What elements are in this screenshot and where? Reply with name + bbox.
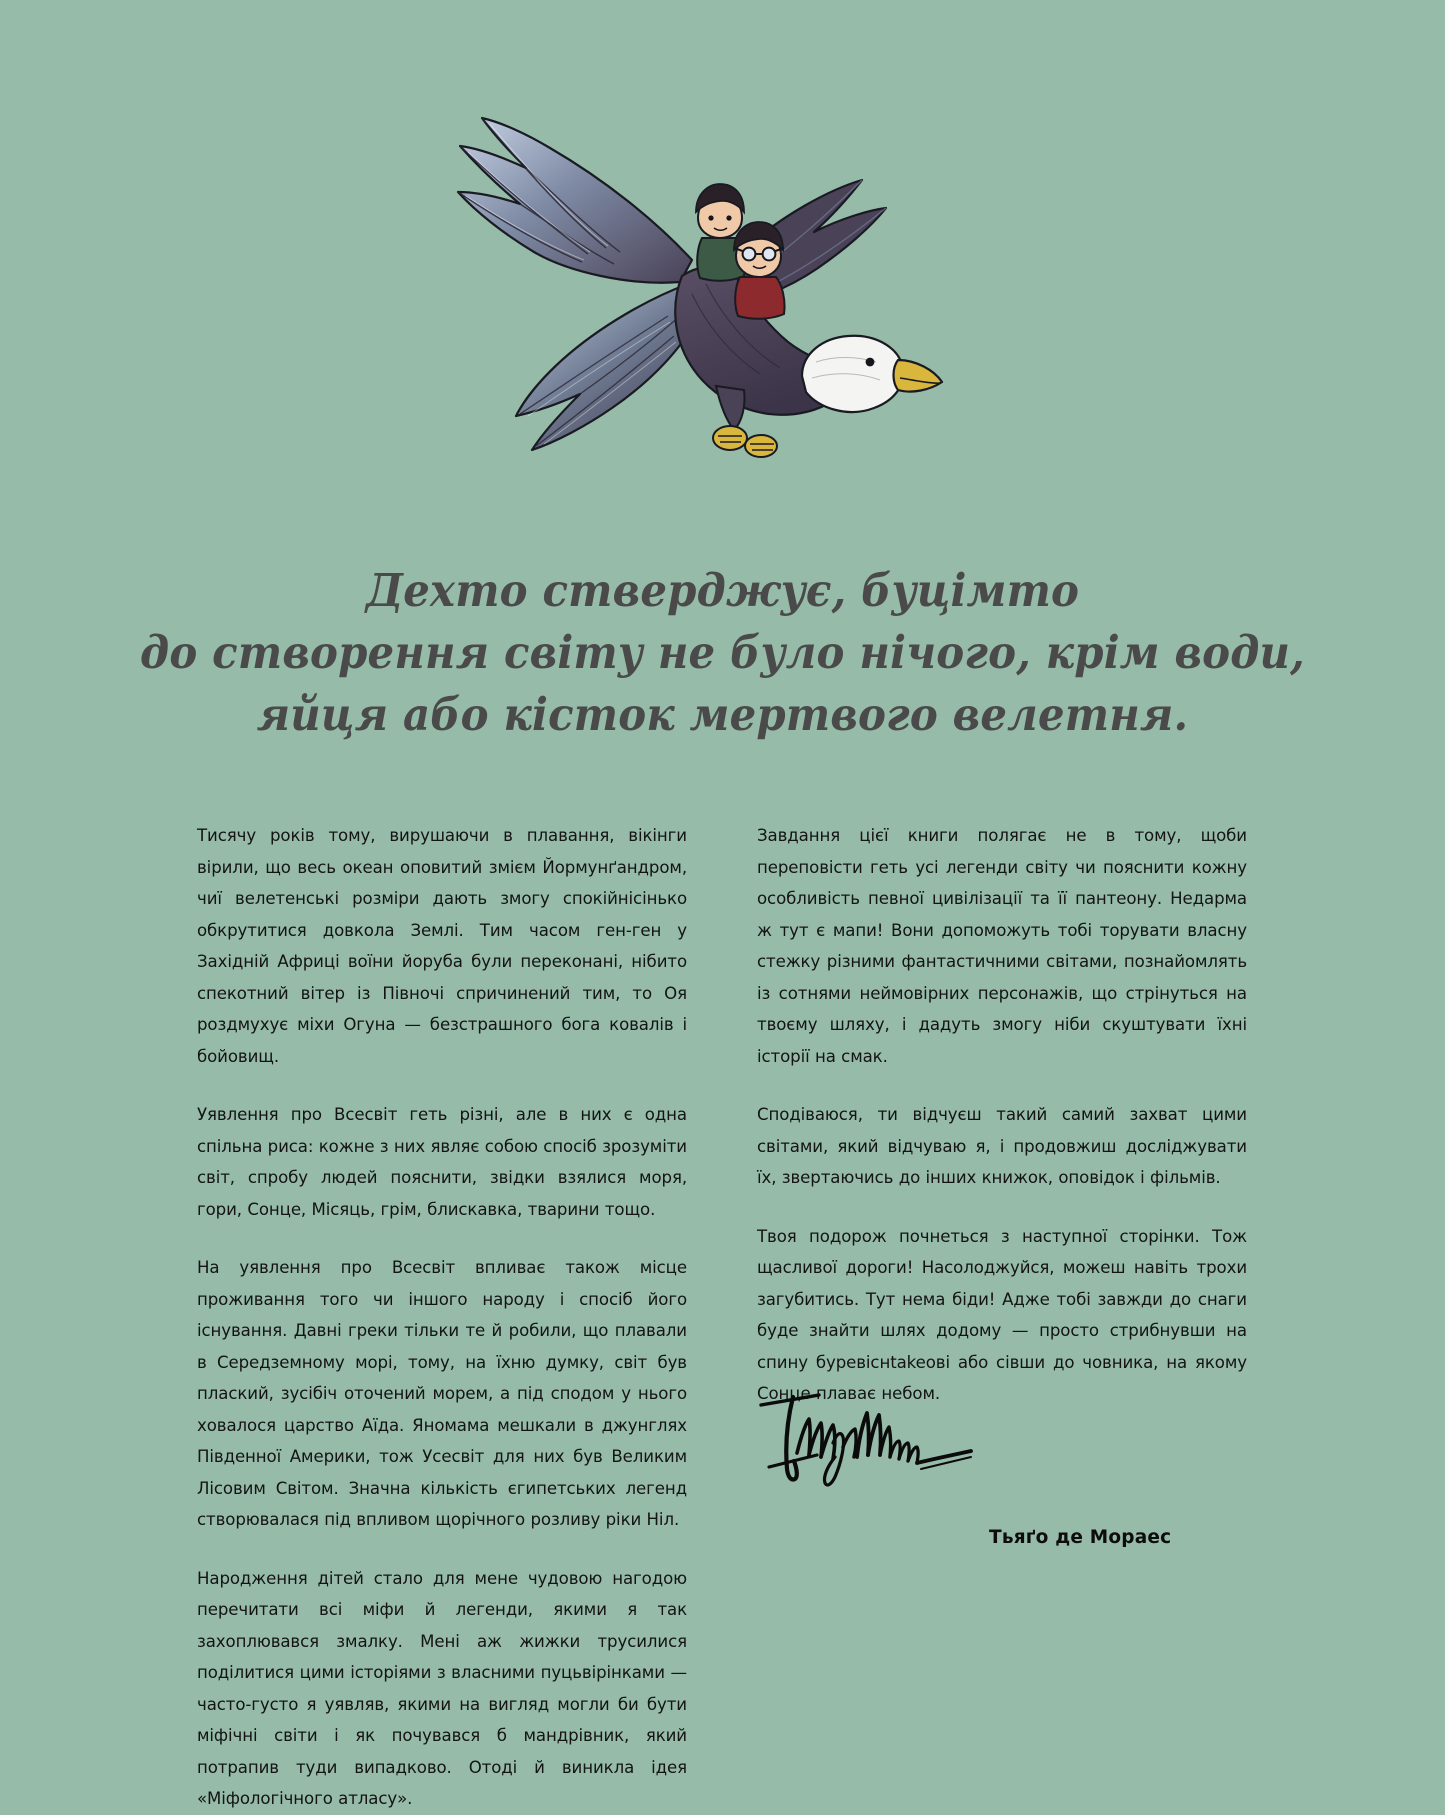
author-signature [757, 1385, 1017, 1495]
right-text-column [757, 820, 1247, 1815]
paragraph: Завдання цієї книги полягає не в тому, щоби переповісти геть усі легенди світу чи пояснити кожну особливість певної цивілізації та її пантеону. Недарма ж тут є мапи! Вони допоможуть тобі торувати власну стежку різними фантастичними світами, познайомлять із сотнями неймовірних персонажів, що стрінуться на твоєму шляху, і дадуть змогу ніби скуштувати їхні історії на смак. [757, 826, 1247, 1066]
heading-line-1: Дехто стверджує, буцімто [365, 564, 1080, 617]
author-name: Тьяґо де Мораес [989, 1527, 1172, 1548]
heading-line-3: яйця або кісток мертвого велетня. [256, 688, 1189, 741]
eagle-eye [866, 358, 875, 367]
eagle-with-two-children-illustration [430, 70, 960, 470]
eagle-left-wing [458, 118, 692, 283]
paragraph: Твоя подорож почнеться з наступної сторінки. Тож щасливої дороги! Насолоджуйся, можеш навіть трохи загубитись. Тут нема біди! Адже тобі завжди до снаги буде знайти шлях додому — просто стрибнувши на спину буревіснtakeові або сівши до човника, на якому Сонце плаває небом. [757, 1226, 1247, 1403]
paragraph: Сподіваюся, ти відчуєш такий самий захват цими світами, який відчуваю я, і продовжиш досліджувати їх, звертаючись до інших книжок, оповідок і фільмів. [757, 1105, 1247, 1187]
page-title [51, 560, 1395, 746]
left-text-column [197, 820, 687, 1815]
eagle-lower-left-wing [516, 284, 694, 450]
heading-line-2: до створення світу не було нічого, крім води, [140, 626, 1305, 679]
paragraph: Тисячу років тому, вирушаючи в плавання, вікінги вірили, що весь океан оповитий змієм Йормунґандром, чиї велетенські розміри дають змогу спокійнісінько обкрутитися довкола Землі. Тим часом ген-ген у Західній Африці воїни йоруба були переконані, нібито спекотний вітер із Півночі спричинений тим, то Оя роздмухує міхи Огуна — безстрашного бога ковалів і бойовищ. [197, 826, 687, 1066]
paragraph: Уявлення про Всесвіт геть різні, але в них є одна спільна риса: кожне з них являє собою спосіб зрозуміти світ, спробу людей пояснити, звідки взялися моря, гори, Сонце, Місяць, грім, блискавка, тварини тощо. [197, 1105, 687, 1219]
signature-block [757, 1385, 1257, 1548]
paragraph: Народження дітей стало для мене чудовою нагодою перечитати всі міфи й легенди, якими я так захоплювався змалку. Мені аж жижки трусилися поділитися цими історіями з власними пуцьвірінками — часто-густо я уявляв, якими на вигляд могли би бути міфічні світи і як почувався б мандрівник, який потрапив туди випадково. Отоді й виникла ідея «Міфологічного атласу». [197, 1568, 687, 1808]
paragraph: На уявлення про Всесвіт впливає також місце проживання того чи іншого народу і спосіб його існування. Давні греки тільки те й робили, що плавали в Середземному морі, тому, на їхню думку, світ був плаский, зусібіч оточений морем, а під сподом у нього ховалося царство Аїда. Яномама мешкали в джунглях Південної Америки, тож Усесвіт для них був Великим Лісовим Світом. Значна кількість єгипетських легенд створювалася під впливом щорічного розливу ріки Ніл. [197, 1258, 687, 1529]
body-columns [197, 820, 1247, 1815]
child-rider-back [696, 184, 745, 281]
eagle-head [802, 336, 942, 412]
